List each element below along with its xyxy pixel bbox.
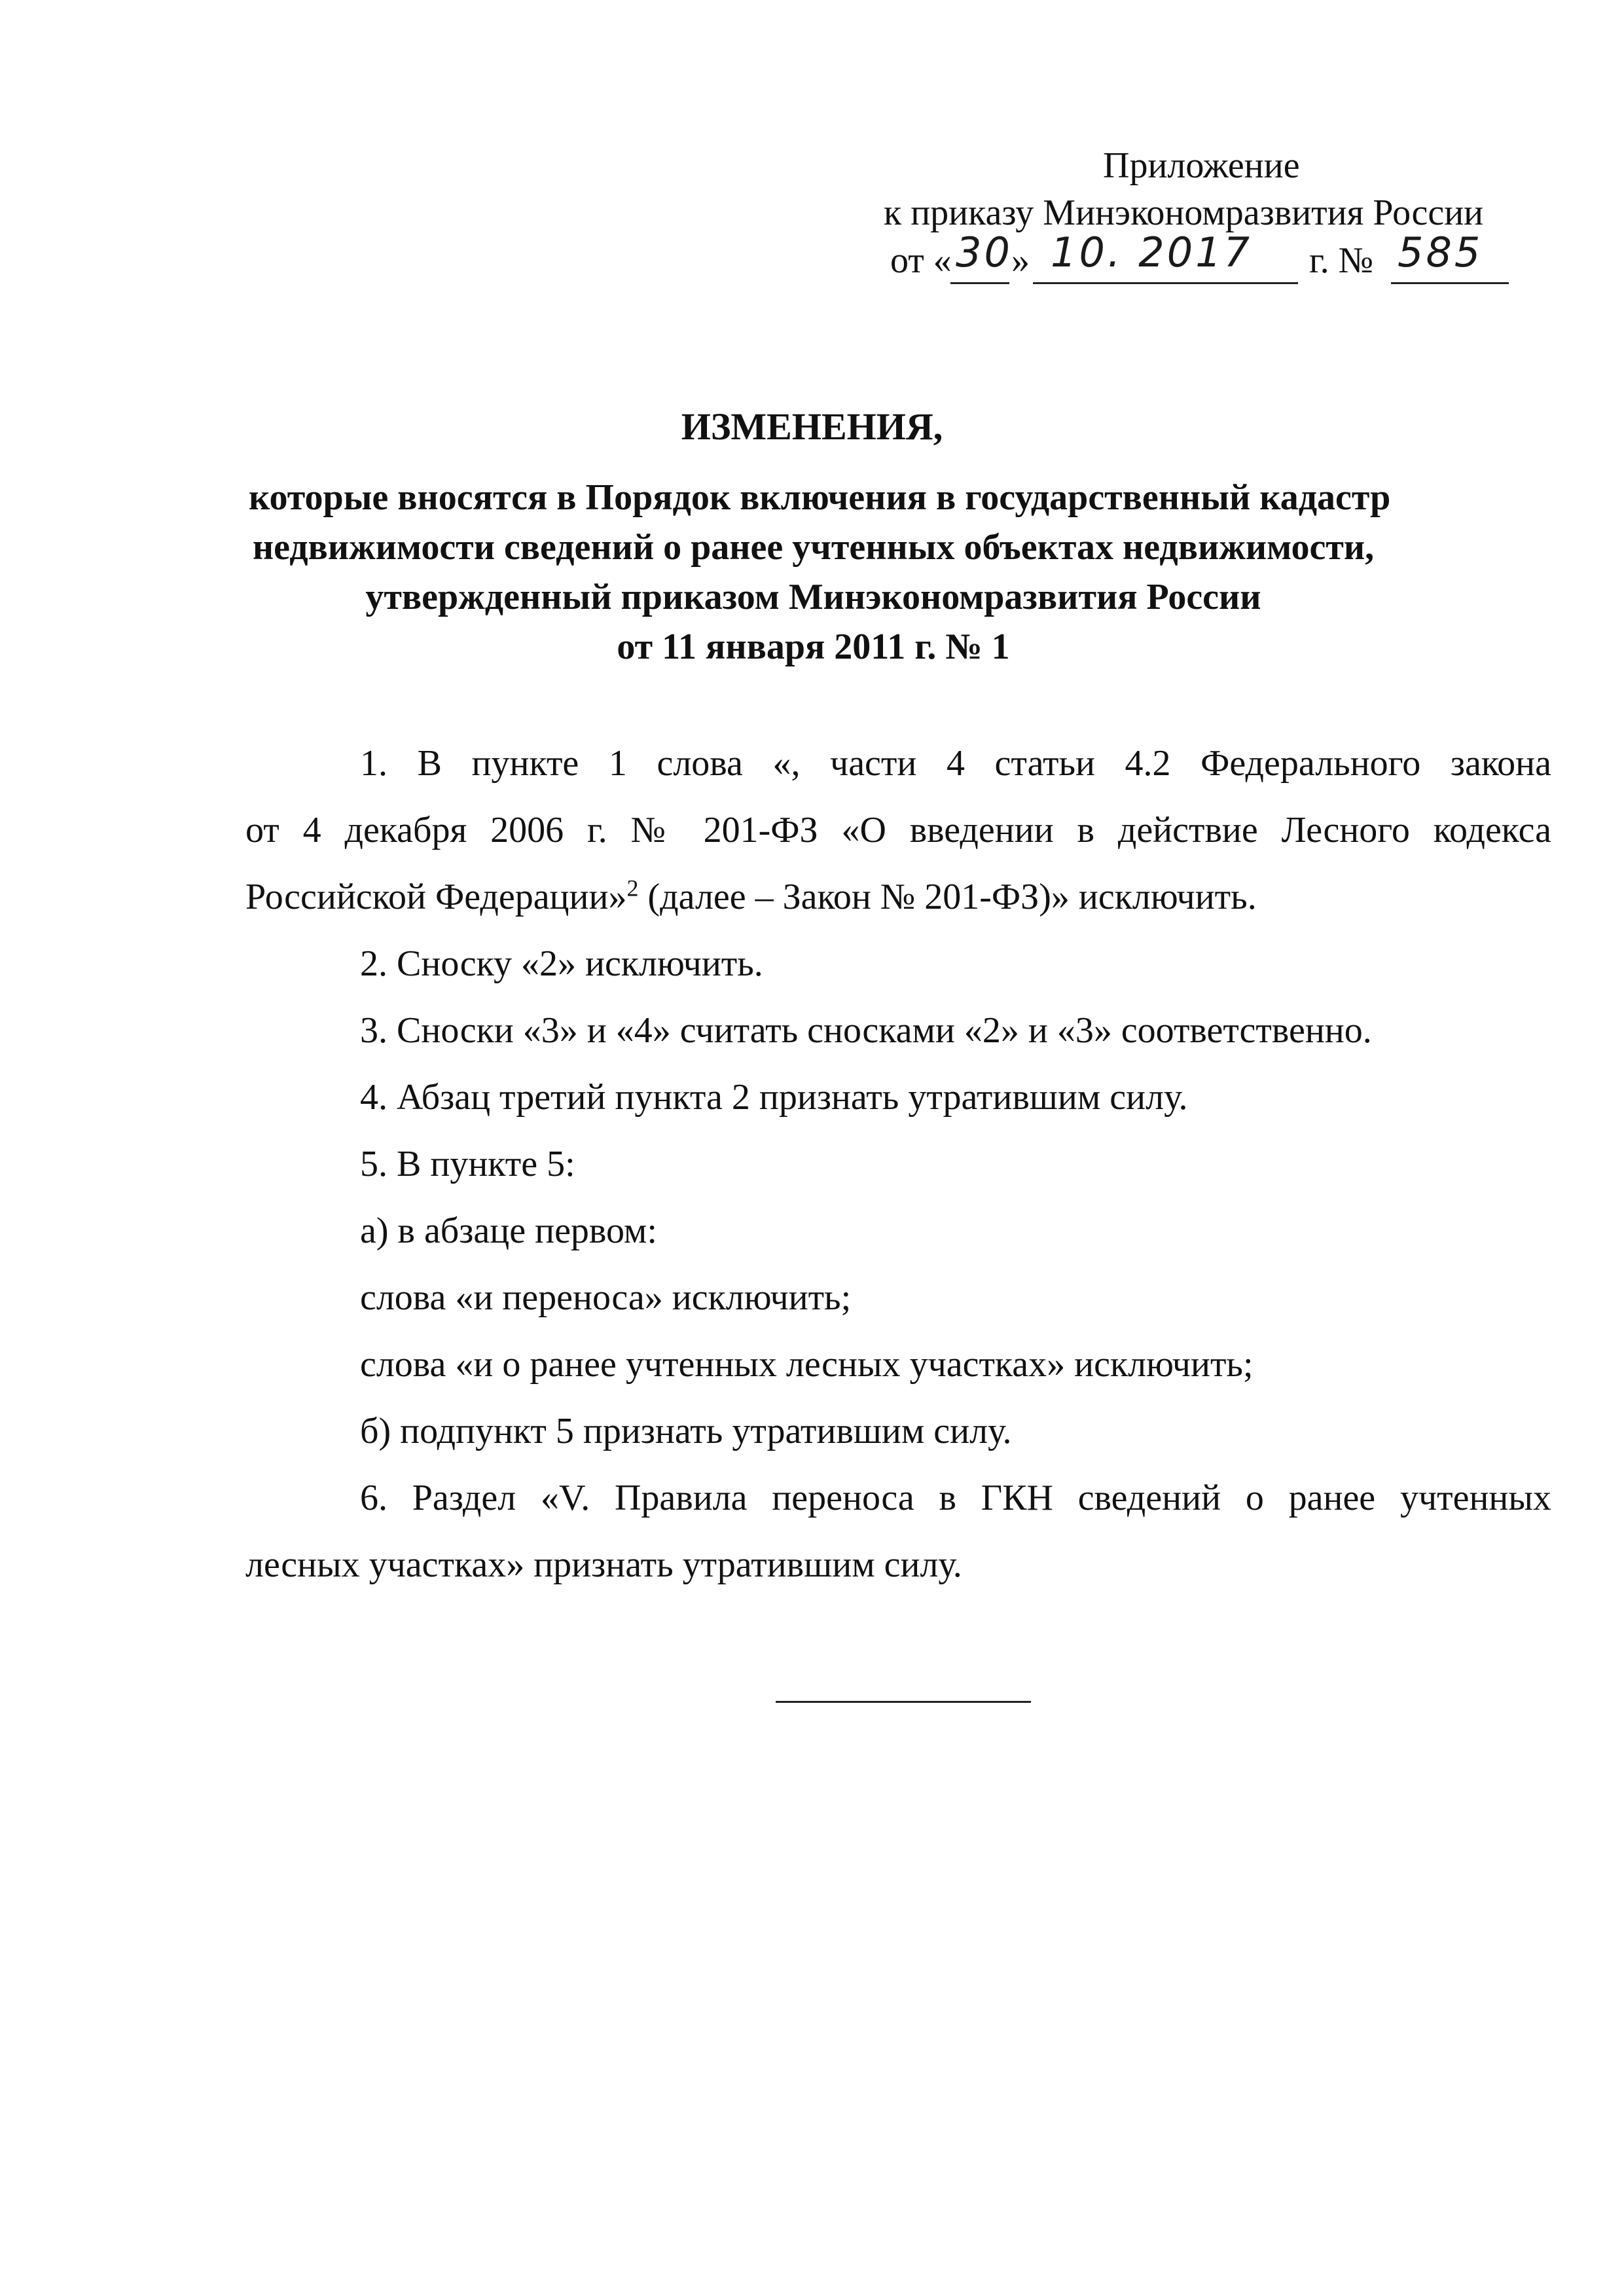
number-blank-line — [1391, 281, 1509, 284]
date-quote-close: » — [1011, 240, 1030, 281]
item-5b: б) подпункт 5 признать утратившим силу. — [360, 1411, 1012, 1451]
item-5a-clause-1: слова «и переноса» исключить; — [360, 1277, 852, 1318]
footnote-marker: 2 — [626, 875, 639, 902]
day-blank-line — [950, 281, 1009, 284]
item-3: 3. Сноски «3» и «4» считать сносками «2» и «3» соответственно. — [360, 1010, 1372, 1051]
handwritten-day: 30 — [956, 228, 1013, 276]
end-separator-line — [776, 1701, 1031, 1703]
subtitle-line: от 11 января 2011 г. № 1 — [617, 627, 1010, 667]
item-6-line-2: лесных участках» признать утратившим силу. — [245, 1544, 962, 1585]
item-5: 5. В пункте 5: — [360, 1144, 575, 1184]
item-5a-clause-2: слова «и о ранее учтенных лесных участках» исключить; — [360, 1344, 1254, 1385]
item-5a: а) в абзаце первом: — [360, 1211, 657, 1251]
handwritten-month-year: 10. 2017 — [1051, 228, 1253, 276]
subtitle-line: которые вносятся в Порядок включения в государственный кадастр — [249, 477, 1391, 518]
month-year-blank-line — [1033, 281, 1298, 284]
handwritten-order-number: 585 — [1398, 228, 1483, 276]
year-number-label: г. № — [1309, 240, 1374, 281]
item-1-text-end: (далее – Закон № 201-ФЗ)» исключить. — [638, 877, 1257, 917]
item-1-line-2: от 4 декабря 2006 г. № 201-ФЗ «О введении в действие Лесного кодекса — [245, 810, 1551, 850]
annex-date-line — [890, 228, 1512, 285]
annex-order-reference: к приказу Минэкономразвития России — [884, 192, 1484, 233]
item-2: 2. Сноску «2» исключить. — [360, 943, 763, 984]
item-1-line-1: 1. В пункте 1 слова «, части 4 статьи 4.2 Федерального закона — [360, 743, 1551, 784]
item-1-text: Российской Федерации» — [245, 877, 627, 917]
item-6-line-1: 6. Раздел «V. Правила переноса в ГКН сведений о ранее учтенных — [360, 1478, 1551, 1518]
date-prefix: от « — [890, 240, 952, 281]
subtitle-line: недвижимости сведений о ранее учтенных объектах недвижимости, — [252, 527, 1375, 568]
document-body — [245, 730, 1551, 1598]
item-4: 4. Абзац третий пункта 2 признать утратившим силу. — [360, 1077, 1188, 1118]
annex-title: Приложение — [1103, 145, 1300, 186]
document-title: ИЗМЕНЕНИЯ, — [681, 405, 943, 448]
subtitle-line: утвержденный приказом Минэкономразвития России — [365, 577, 1261, 617]
item-1-line-3 — [245, 864, 1551, 930]
document-subtitle — [249, 473, 1391, 672]
